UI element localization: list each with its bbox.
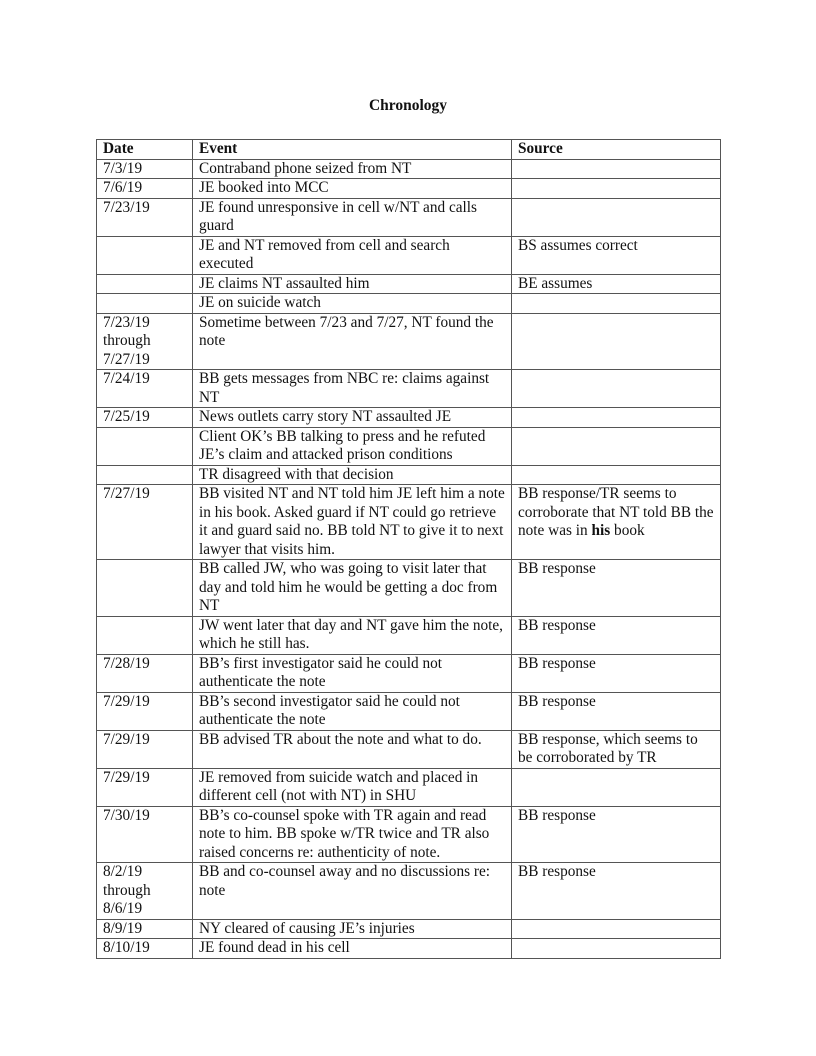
date-cell (97, 465, 193, 485)
event-cell: JE removed from suicide watch and placed in different cell (not with NT) in SHU (193, 768, 512, 806)
table-row (97, 294, 721, 314)
table-row (97, 427, 721, 465)
source-cell: BB response (512, 806, 721, 863)
date-cell: 7/24/19 (97, 370, 193, 408)
date-cell: 8/10/19 (97, 939, 193, 959)
table-row (97, 616, 721, 654)
date-cell (97, 294, 193, 314)
table-row (97, 236, 721, 274)
event-cell: News outlets carry story NT assaulted JE (193, 408, 512, 428)
source-cell (512, 198, 721, 236)
chronology-table (96, 139, 721, 959)
date-cell (97, 427, 193, 465)
date-cell (97, 616, 193, 654)
date-cell (97, 236, 193, 274)
date-cell: 7/3/19 (97, 159, 193, 179)
source-cell: BE assumes (512, 274, 721, 294)
table-row (97, 863, 721, 920)
table-row (97, 485, 721, 560)
event-cell: BB’s first investigator said he could not authenticate the note (193, 654, 512, 692)
table-row (97, 919, 721, 939)
table-row (97, 370, 721, 408)
event-cell: BB called JW, who was going to visit later that day and told him he would be getting a doc from NT (193, 560, 512, 617)
source-cell (512, 313, 721, 370)
source-cell (512, 179, 721, 199)
event-cell: BB visited NT and NT told him JE left him a note in his book. Asked guard if NT could go retrieve it and guard said no. BB told NT to give it to next lawyer that visits him. (193, 485, 512, 560)
event-cell: JE and NT removed from cell and search executed (193, 236, 512, 274)
date-cell: 7/29/19 (97, 730, 193, 768)
source-cell: BB response (512, 692, 721, 730)
header-event: Event (193, 140, 512, 160)
event-cell: JE booked into MCC (193, 179, 512, 199)
date-cell: 7/28/19 (97, 654, 193, 692)
source-cell: BB response (512, 616, 721, 654)
event-cell: BB and co-counsel away and no discussions re: note (193, 863, 512, 920)
source-emphasis: his (591, 522, 611, 539)
source-cell (512, 159, 721, 179)
table-row (97, 313, 721, 370)
event-cell: Contraband phone seized from NT (193, 159, 512, 179)
table-row (97, 560, 721, 617)
event-cell: Sometime between 7/23 and 7/27, NT found the note (193, 313, 512, 370)
source-cell (512, 919, 721, 939)
event-cell: BB gets messages from NBC re: claims against NT (193, 370, 512, 408)
table-row (97, 692, 721, 730)
date-cell (97, 274, 193, 294)
date-cell: 7/29/19 (97, 692, 193, 730)
source-cell (512, 768, 721, 806)
table-row (97, 939, 721, 959)
source-cell (512, 939, 721, 959)
header-source: Source (512, 140, 721, 160)
event-cell: BB’s co-counsel spoke with TR again and read note to him. BB spoke w/TR twice and TR also raised concerns re: authenticity of note. (193, 806, 512, 863)
table-row (97, 408, 721, 428)
table-row (97, 274, 721, 294)
date-cell: 7/29/19 (97, 768, 193, 806)
table-row (97, 198, 721, 236)
table-header-row (97, 140, 721, 160)
table-row (97, 159, 721, 179)
source-cell (512, 427, 721, 465)
source-cell (512, 408, 721, 428)
source-cell: BS assumes correct (512, 236, 721, 274)
event-cell: JW went later that day and NT gave him the note, which he still has. (193, 616, 512, 654)
table-row (97, 768, 721, 806)
table-row (97, 179, 721, 199)
source-cell: BB response (512, 560, 721, 617)
source-cell: BB response (512, 863, 721, 920)
document-title: Chronology (368, 97, 448, 114)
source-cell (512, 294, 721, 314)
source-cell (512, 370, 721, 408)
date-cell: 8/9/19 (97, 919, 193, 939)
table-row (97, 654, 721, 692)
table-row (97, 730, 721, 768)
date-cell: 7/27/19 (97, 485, 193, 560)
table-row (97, 465, 721, 485)
event-cell: Client OK’s BB talking to press and he refuted JE’s claim and attacked prison conditions (193, 427, 512, 465)
date-cell: 7/6/19 (97, 179, 193, 199)
event-cell: JE claims NT assaulted him (193, 274, 512, 294)
source-cell: BB response, which seems to be corroborated by TR (512, 730, 721, 768)
event-cell: BB advised TR about the note and what to do. (193, 730, 512, 768)
date-cell: 7/30/19 (97, 806, 193, 863)
source-cell (512, 485, 721, 560)
event-cell: BB’s second investigator said he could not authenticate the note (193, 692, 512, 730)
source-cell (512, 465, 721, 485)
header-date: Date (97, 140, 193, 160)
source-cell: BB response (512, 654, 721, 692)
source-text: BB response/TR seems to corroborate that NT told BB the note was in (518, 485, 714, 539)
date-cell: 7/23/19 through 7/27/19 (97, 313, 193, 370)
event-cell: JE found dead in his cell (193, 939, 512, 959)
source-text: book (610, 522, 645, 539)
date-cell: 7/25/19 (97, 408, 193, 428)
date-cell: 7/23/19 (97, 198, 193, 236)
date-cell: 8/2/19 through 8/6/19 (97, 863, 193, 920)
event-cell: JE found unresponsive in cell w/NT and calls guard (193, 198, 512, 236)
event-cell: NY cleared of causing JE’s injuries (193, 919, 512, 939)
event-cell: JE on suicide watch (193, 294, 512, 314)
table-row (97, 806, 721, 863)
date-cell (97, 560, 193, 617)
event-cell: TR disagreed with that decision (193, 465, 512, 485)
